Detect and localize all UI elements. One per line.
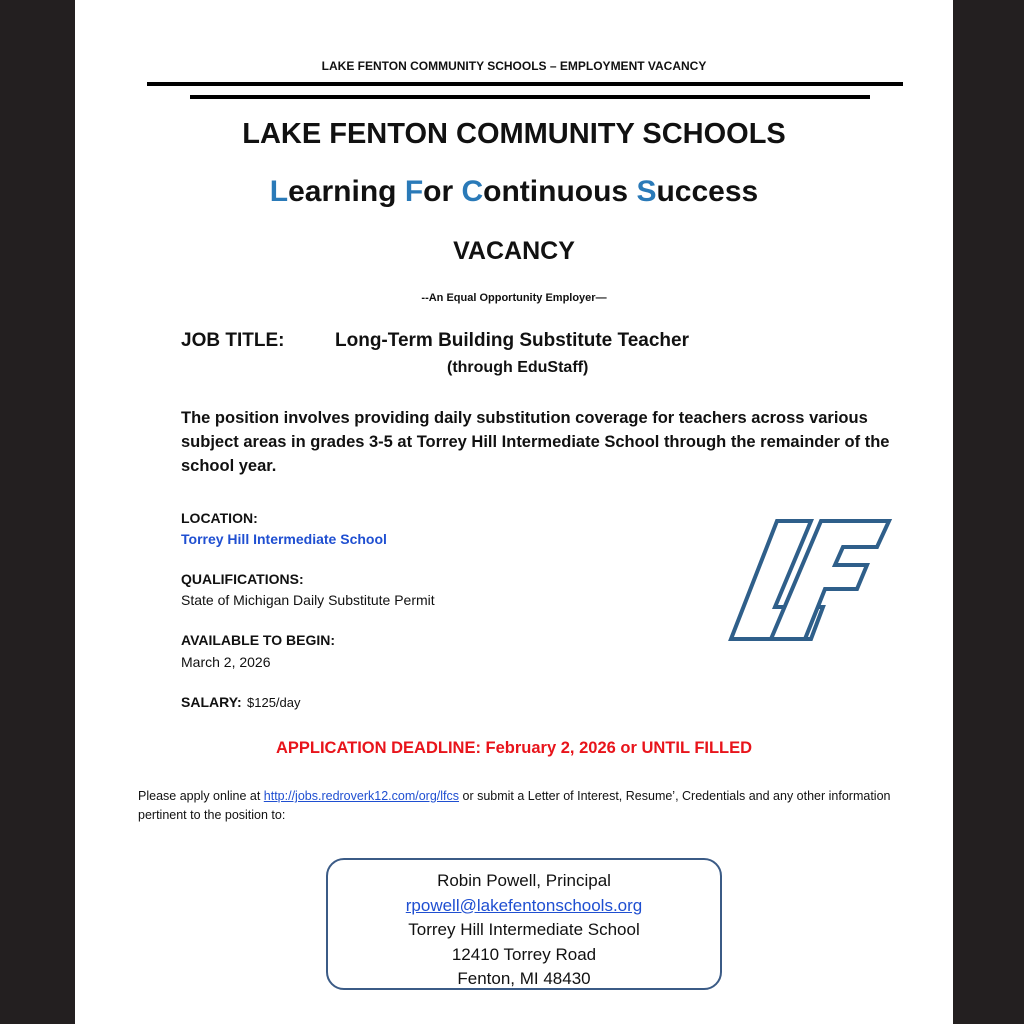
begin-value: March 2, 2026	[181, 654, 271, 670]
begin-label: AVAILABLE TO BEGIN:	[181, 632, 335, 648]
lf-logo	[725, 515, 895, 655]
job-title-label: JOB TITLE:	[181, 330, 285, 351]
motto-part: earning	[288, 175, 405, 208]
motto-part: uccess	[656, 175, 759, 208]
qualifications-label: QUALIFICATIONS:	[181, 571, 304, 587]
motto-part: C	[461, 175, 484, 208]
location-label: LOCATION:	[181, 510, 258, 526]
job-description: The position involves providing daily substitution coverage for teachers across various subject areas in grades 3-5 at Torrey Hill Intermediate School through the remainder of the school year.	[181, 409, 890, 475]
motto-part: L	[269, 175, 289, 208]
job-title-subtitle: (through EduStaff)	[447, 359, 589, 376]
document-page	[75, 0, 953, 1024]
apply-text: or submit a Letter of Interest, Resume’, Credentials and any other information pertinent to the position to:	[138, 789, 891, 822]
equal-opportunity-note: --An Equal Opportunity Employer—	[421, 292, 607, 304]
apply-instructions	[138, 787, 928, 825]
job-title-value: Long-Term Building Substitute Teacher	[335, 330, 689, 351]
qualifications-value: State of Michigan Daily Substitute Permit	[181, 592, 435, 608]
contact-name: Robin Powell, Principal	[437, 871, 611, 890]
location-value: Torrey Hill Intermediate School	[181, 531, 387, 547]
application-deadline: APPLICATION DEADLINE: February 2, 2026 or UNTIL FILLED	[275, 739, 753, 757]
contact-school: Torrey Hill Intermediate School	[408, 920, 640, 939]
vacancy-heading: VACANCY	[453, 237, 575, 265]
divider	[147, 82, 903, 86]
school-title: LAKE FENTON COMMUNITY SCHOOLS	[242, 118, 786, 150]
contact-city: Fenton, MI 48430	[457, 969, 591, 988]
motto	[75, 175, 953, 209]
salary-value: $125/day	[247, 695, 301, 710]
contact-box	[326, 858, 722, 990]
salary-label: SALARY:	[181, 694, 242, 710]
application-link[interactable]: http://jobs.redroverk12.com/org/lfcs	[263, 789, 460, 803]
apply-text: Please apply online at	[138, 789, 264, 803]
motto-part: or	[423, 175, 462, 208]
motto-part: S	[636, 175, 657, 208]
document-header: LAKE FENTON COMMUNITY SCHOOLS – EMPLOYMENT VACANCY	[321, 59, 707, 73]
motto-part: ontinuous	[483, 175, 637, 208]
contact-email-link[interactable]: rpowell@lakefentonschools.org	[405, 895, 643, 915]
motto-part: F	[404, 175, 424, 208]
contact-street: 12410 Torrey Road	[451, 944, 597, 964]
divider	[190, 95, 870, 99]
